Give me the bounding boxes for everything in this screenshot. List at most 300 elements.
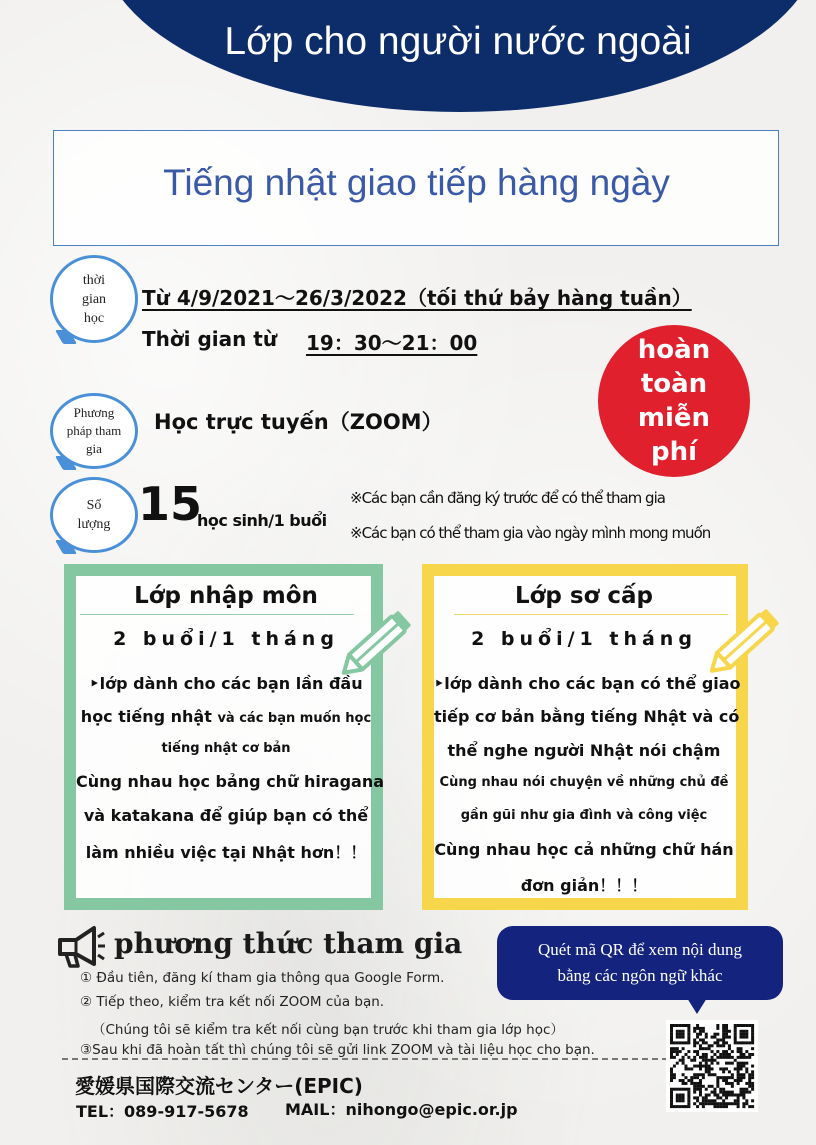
qr-module [722,1053,725,1056]
qr-module [722,1030,725,1033]
qr-module [731,1056,734,1059]
qr-module [734,1099,737,1102]
qr-module [722,1038,725,1041]
qr-module [687,1105,690,1108]
qr-module [679,1030,682,1033]
qr-module [734,1038,737,1041]
qr-module [722,1036,725,1039]
qr-module [705,1102,708,1105]
qr-module [702,1085,705,1088]
qr-module [722,1033,725,1036]
qr-module [690,1079,693,1082]
qr-module [696,1088,699,1091]
qr-module [737,1082,740,1085]
qr-module [742,1102,745,1105]
qr-module [711,1091,714,1094]
qr-module [745,1050,748,1053]
qr-module [734,1079,737,1082]
qr-module [716,1085,719,1088]
qr-module [708,1044,711,1047]
qr-module [687,1102,690,1105]
qr-module [702,1030,705,1033]
qr-module [745,1056,748,1059]
badge-line: toàn [640,369,708,399]
qr-module [731,1062,734,1065]
qr-module [740,1076,743,1079]
qr-module [682,1041,685,1044]
qr-module [722,1024,725,1027]
qr-module [737,1056,740,1059]
join-section-title: phương thức tham gia [114,927,463,960]
qr-module [751,1073,754,1076]
qr-module [699,1044,702,1047]
qr-module [731,1082,734,1085]
qr-module [682,1059,685,1062]
megaphone-icon [54,922,106,972]
qr-module [682,1088,685,1091]
qr-module [745,1102,748,1105]
qr-module [711,1102,714,1105]
qr-module [708,1094,711,1097]
qr-module [725,1105,728,1108]
qr-module [722,1067,725,1070]
qr-module [705,1099,708,1102]
qr-module [696,1073,699,1076]
qr-code-image [666,1020,758,1112]
qr-module [702,1027,705,1030]
qr-module [670,1050,673,1053]
qr-module [722,1070,725,1073]
qr-module [728,1070,731,1073]
qr-module [719,1102,722,1105]
qr-code[interactable] [666,1020,758,1112]
qr-module [751,1070,754,1073]
qr-module [676,1041,679,1044]
qr-module [751,1041,754,1044]
qr-module [737,1102,740,1105]
qr-module [687,1036,690,1039]
qr-module [725,1041,728,1044]
qr-module [696,1053,699,1056]
qr-module [670,1047,673,1050]
qr-module [702,1056,705,1059]
bubble-line: pháp tham [66,423,122,438]
qr-module [670,1070,673,1073]
qr-module [696,1099,699,1102]
qr-module [716,1062,719,1065]
qr-module [713,1105,716,1108]
qr-module [670,1027,673,1030]
qr-module [670,1105,673,1108]
schedule-bubble [50,255,138,343]
qr-module [725,1053,728,1056]
qr-module [742,1062,745,1065]
qr-module [705,1056,708,1059]
organization-name: 愛媛県国際交流センター(EPIC) [75,1074,363,1098]
qr-module [722,1027,725,1030]
join-step: ② Tiếp theo, kiểm tra kết nối ZOOM của bạn. [80,994,385,1010]
qr-module [725,1067,728,1070]
qr-module [690,1076,693,1079]
qr-module [725,1050,728,1053]
qr-module [722,1050,725,1053]
qr-module [699,1088,702,1091]
qr-module [684,1105,687,1108]
qr-module [740,1024,743,1027]
badge-line: miễn [637,403,711,433]
qr-module [734,1027,737,1030]
bubble-line: lượng [77,517,111,532]
qr-module [713,1091,716,1094]
qr-module [740,1094,743,1097]
qr-module [699,1065,702,1068]
qr-module [722,1091,725,1094]
qr-module [751,1099,754,1102]
qr-module [742,1033,745,1036]
qr-module [737,1070,740,1073]
qr-module [708,1102,711,1105]
qr-module [670,1099,673,1102]
qr-module [740,1033,743,1036]
qr-module [742,1105,745,1108]
qr-module [702,1041,705,1044]
qr-module [693,1082,696,1085]
qr-module [716,1096,719,1099]
qr-module [711,1073,714,1076]
qr-module [684,1082,687,1085]
qr-module [742,1036,745,1039]
qr-module [699,1091,702,1094]
qr-module [676,1099,679,1102]
contact-email[interactable]: MAIL：nihongo@epic.or.jp [285,1100,518,1119]
qr-module [748,1076,751,1079]
qr-module [693,1091,696,1094]
qr-module [742,1030,745,1033]
join-step: ③Sau khi đã hoàn tất thì chúng tôi sẽ gửi link ZOOM và tài liệu học cho bạn. [80,1042,595,1058]
qr-module [716,1079,719,1082]
qr-module [670,1053,673,1056]
title-divider [454,614,728,615]
qr-module [740,1062,743,1065]
capacity-note: ※Các bạn có thể tham gia vào ngày mình mong muốn [350,524,711,542]
qr-module [728,1062,731,1065]
qr-module [699,1082,702,1085]
qr-module [728,1047,731,1050]
qr-module [670,1094,673,1097]
qr-module [679,1059,682,1062]
qr-module [734,1059,737,1062]
qr-module [745,1030,748,1033]
qr-module [734,1036,737,1039]
section-divider [62,1058,668,1060]
qr-module [679,1096,682,1099]
qr-module [693,1102,696,1105]
qr-module [699,1056,702,1059]
title-divider [80,614,354,615]
qr-module [670,1102,673,1105]
qr-module [676,1094,679,1097]
qr-module [670,1067,673,1070]
qr-module [716,1102,719,1105]
qr-module [702,1038,705,1041]
class-desc-line: Cùng nhau học bảng chữ hiragana [76,772,385,791]
qr-module [682,1079,685,1082]
qr-module [690,1067,693,1070]
qr-module [711,1067,714,1070]
qr-module [742,1053,745,1056]
class-desc-line [76,707,376,726]
class-desc-line: tiếp cơ bản bằng tiếng Nhật và có [434,707,740,726]
qr-module [705,1041,708,1044]
qr-module [742,1041,745,1044]
qr-module [737,1073,740,1076]
qr-module [751,1085,754,1088]
basic-class-title: Lớp sơ cấp [514,583,654,609]
qr-module [670,1091,673,1094]
qr-module [684,1067,687,1070]
qr-module [693,1027,696,1030]
qr-module [716,1094,719,1097]
qr-module [748,1056,751,1059]
qr-module [696,1085,699,1088]
class-desc-line: ‣lớp dành cho các bạn có thể giao [434,674,741,693]
qr-module [696,1024,699,1027]
method-bubble [50,393,138,469]
class-desc-line: Cùng nhau học cả những chữ hán [434,840,734,859]
qr-module [737,1067,740,1070]
qr-module [722,1076,725,1079]
schedule-time-value: 19：30～21：00 [306,331,478,355]
qr-module [705,1059,708,1062]
qr-module [676,1062,679,1065]
qr-module [751,1024,754,1027]
qr-module [711,1099,714,1102]
qr-module [716,1050,719,1053]
qr-module [737,1096,740,1099]
qr-module [687,1041,690,1044]
qr-module [687,1033,690,1036]
qr-module [740,1047,743,1050]
qr-module [676,1088,679,1091]
qr-module [725,1027,728,1030]
qr-module [702,1065,705,1068]
bubble-line: thời [82,272,106,288]
qr-module [708,1065,711,1068]
qr-module [687,1091,690,1094]
qr-module [734,1030,737,1033]
qr-module [725,1102,728,1105]
qr-module [728,1036,731,1039]
qr-module [725,1030,728,1033]
bubble-line: Số [86,498,102,513]
qr-module [745,1024,748,1027]
qr-module [702,1102,705,1105]
qr-module [745,1036,748,1039]
qr-module [745,1062,748,1065]
qr-module [670,1088,673,1091]
class-desc-part: học tiếng nhật [80,707,212,726]
qr-module [742,1065,745,1068]
qr-module [716,1082,719,1085]
qr-module [734,1102,737,1105]
qr-module [725,1096,728,1099]
qr-module [708,1067,711,1070]
contact-phone: TEL：089-917-5678 [76,1102,249,1121]
qr-module [722,1102,725,1105]
qr-module [737,1041,740,1044]
qr-module [696,1033,699,1036]
page-title: Lớp cho người nước ngoài [224,20,692,63]
qr-module [722,1079,725,1082]
qr-module [693,1076,696,1079]
qr-module [684,1024,687,1027]
qr-module [745,1091,748,1094]
qr-module [705,1047,708,1050]
qr-module [687,1088,690,1091]
qr-module [737,1099,740,1102]
qr-module [737,1047,740,1050]
qr-module [702,1076,705,1079]
qr-module [728,1082,731,1085]
qr-module [751,1105,754,1108]
qr-module [673,1105,676,1108]
qr-module [696,1041,699,1044]
qr-module [725,1076,728,1079]
qr-module [676,1033,679,1036]
qr-module [708,1047,711,1050]
qr-module [702,1105,705,1108]
qr-module [676,1096,679,1099]
qr-module [699,1085,702,1088]
bubble-line: Phương [73,405,115,420]
qr-module [731,1085,734,1088]
qr-callout [497,926,783,1000]
qr-module [705,1067,708,1070]
qr-module [705,1033,708,1036]
qr-module [734,1041,737,1044]
qr-module [742,1024,745,1027]
qr-module [687,1024,690,1027]
qr-module [687,1099,690,1102]
qr-module [670,1030,673,1033]
qr-module [731,1102,734,1105]
qr-module [740,1050,743,1053]
qr-module [702,1053,705,1056]
qr-module [725,1094,728,1097]
qr-module [708,1073,711,1076]
qr-module [711,1050,714,1053]
qr-module [682,1094,685,1097]
qr-module [673,1024,676,1027]
qr-module [699,1094,702,1097]
qr-module [682,1047,685,1050]
schedule-time-label: Thời gian từ [142,327,278,351]
qr-module [711,1059,714,1062]
qr-module [682,1099,685,1102]
qr-module [740,1056,743,1059]
qr-module [679,1099,682,1102]
qr-module [702,1099,705,1102]
qr-module [728,1094,731,1097]
qr-module [676,1030,679,1033]
join-step: （Chúng tôi sẽ kiểm tra kết nối cùng bạn trước khi tham gia lớp học） [92,1022,564,1038]
qr-module [693,1030,696,1033]
qr-module [748,1079,751,1082]
qr-module [728,1053,731,1056]
qr-module [745,1067,748,1070]
class-desc-part: và các bạn muốn học [217,711,372,726]
qr-module [716,1105,719,1108]
qr-module [705,1094,708,1097]
qr-module [719,1053,722,1056]
qr-module [696,1082,699,1085]
qr-module [693,1096,696,1099]
qr-module [679,1024,682,1027]
qr-module [682,1033,685,1036]
qr-module [740,1067,743,1070]
class-desc-line: tiếng nhật cơ bản [161,741,291,756]
capacity-note: ※Các bạn cần đăng ký trước để có thể tham gia [350,489,665,507]
qr-module [728,1091,731,1094]
qr-module [676,1105,679,1108]
class-desc-line: làm nhiều việc tại Nhật hơn！！ [85,843,367,862]
qr-module [705,1062,708,1065]
qr-module [751,1065,754,1068]
qr-module [676,1047,679,1050]
qr-module [748,1105,751,1108]
qr-module [682,1030,685,1033]
qr-module [748,1024,751,1027]
qr-module [684,1041,687,1044]
pencil-icon [336,602,420,682]
qr-module [687,1030,690,1033]
qr-module [731,1050,734,1053]
bubble-line: học [83,310,105,326]
qr-module [693,1044,696,1047]
qr-module [682,1062,685,1065]
qr-module [716,1076,719,1079]
qr-module [699,1038,702,1041]
qr-module [682,1096,685,1099]
qr-module [705,1070,708,1073]
qr-module [673,1056,676,1059]
qr-module [728,1056,731,1059]
qr-module [716,1033,719,1036]
qr-module [682,1105,685,1108]
bubble-line: gian [81,291,107,307]
qr-module [670,1038,673,1041]
qr-module [745,1088,748,1091]
qr-module [728,1044,731,1047]
qr-module [725,1036,728,1039]
qr-module [745,1033,748,1036]
qr-module [699,1047,702,1050]
qr-module [699,1030,702,1033]
qr-module [670,1073,673,1076]
course-title: Tiếng nhật giao tiếp hàng ngày [163,162,670,203]
qr-module [745,1082,748,1085]
qr-module [696,1065,699,1068]
qr-module [673,1047,676,1050]
qr-module [737,1050,740,1053]
qr-module [751,1076,754,1079]
qr-module [737,1105,740,1108]
qr-module [690,1082,693,1085]
qr-module [711,1085,714,1088]
capacity-unit: học sinh/1 buổi [197,511,327,530]
qr-module [740,1091,743,1094]
qr-module [737,1024,740,1027]
